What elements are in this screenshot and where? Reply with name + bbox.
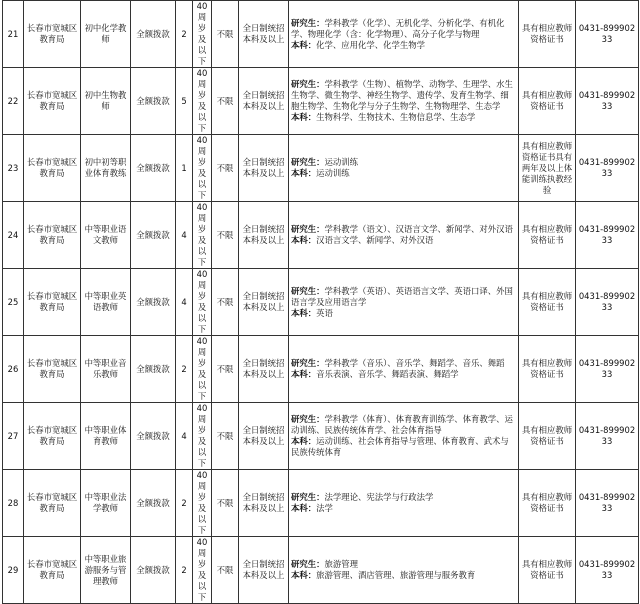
undergraduate-majors-text: 音乐表演、音乐学、舞蹈表演、舞蹈学 — [316, 369, 459, 379]
cell-number: 27 — [3, 403, 24, 470]
undergraduate-majors-text: 运动训练、社会体育指导与管理、体育教育、武术与民族传统体育 — [291, 436, 509, 457]
cell-education: 全日制统招本科及以上 — [239, 403, 289, 470]
graduate-majors-text: 学科教学（体育）、体育教育训练学、体育教学、运动训练、民族传统体育学、社会体育指导 — [291, 414, 513, 435]
table-row — [3, 68, 639, 135]
cell-number: 25 — [3, 269, 24, 336]
graduate-majors — [291, 18, 516, 40]
cell-age: 40周岁及以下 — [193, 470, 212, 537]
cell-phone: 0431-89990233 — [576, 202, 639, 269]
cell-major — [289, 68, 519, 135]
cell-major — [289, 336, 519, 403]
cell-age: 40周岁及以下 — [193, 403, 212, 470]
cell-number: 23 — [3, 135, 24, 202]
cell-other-requirements: 具有相应教师资格证书 — [519, 470, 576, 537]
cell-position: 中等职业音乐教师 — [81, 336, 131, 403]
graduate-label: 研究生： — [291, 358, 325, 368]
cell-position: 初中化学教师 — [81, 1, 131, 68]
cell-unit: 长春市宽城区教育局 — [24, 1, 81, 68]
graduate-label: 研究生： — [291, 492, 325, 502]
graduate-label: 研究生： — [291, 224, 325, 234]
cell-gender: 不限 — [212, 537, 239, 604]
cell-phone: 0431-89990233 — [576, 135, 639, 202]
undergraduate-label: 本科： — [291, 369, 317, 379]
cell-other-requirements: 具有相应教师资格证书 — [519, 269, 576, 336]
cell-age: 40周岁及以下 — [193, 135, 212, 202]
cell-position: 中等职业英语教师 — [81, 269, 131, 336]
graduate-label: 研究生： — [291, 559, 325, 569]
cell-other-requirements: 具有相应教师资格证书 — [519, 403, 576, 470]
cell-other-requirements: 具有相应教师资格证书 — [519, 336, 576, 403]
cell-funding: 全额拨款 — [131, 1, 176, 68]
cell-phone: 0431-89990233 — [576, 470, 639, 537]
cell-other-requirements: 具有相应教师资格证书 — [519, 1, 576, 68]
cell-major — [289, 202, 519, 269]
cell-funding: 全额拨款 — [131, 537, 176, 604]
cell-major — [289, 1, 519, 68]
cell-position: 中等职业法学教师 — [81, 470, 131, 537]
cell-age: 40周岁及以下 — [193, 68, 212, 135]
cell-education: 全日制统招本科及以上 — [239, 336, 289, 403]
cell-count: 2 — [176, 336, 193, 403]
undergraduate-majors-text: 英语 — [316, 307, 333, 318]
undergraduate-label: 本科： — [291, 570, 317, 580]
cell-age: 40周岁及以下 — [193, 336, 212, 403]
undergraduate-majors — [291, 436, 516, 458]
graduate-label: 研究生： — [291, 414, 325, 424]
cell-unit: 长春市宽城区教育局 — [24, 68, 81, 135]
graduate-majors-text: 法学理论、宪法学与行政法学 — [324, 492, 434, 502]
cell-number: 24 — [3, 202, 24, 269]
cell-gender: 不限 — [212, 202, 239, 269]
graduate-majors-text: 学科教学（英语）、英语语言文学、英语口译、外国语言学及应用语言学 — [291, 285, 513, 307]
graduate-majors-text: 旅游管理 — [324, 559, 358, 569]
cell-funding: 全额拨款 — [131, 135, 176, 202]
graduate-label: 研究生： — [291, 157, 325, 167]
cell-count: 1 — [176, 135, 193, 202]
table-body — [3, 1, 639, 604]
cell-education: 全日制统招本科及以上 — [239, 202, 289, 269]
cell-count: 2 — [176, 1, 193, 68]
cell-major — [289, 403, 519, 470]
cell-phone: 0431-89990233 — [576, 68, 639, 135]
cell-count: 2 — [176, 537, 193, 604]
table-row — [3, 135, 639, 202]
graduate-label: 研究生： — [291, 285, 325, 296]
cell-unit: 长春市宽城区教育局 — [24, 135, 81, 202]
cell-count: 4 — [176, 269, 193, 336]
cell-other-requirements: 具有相应教师资格证书 — [519, 537, 576, 604]
cell-gender: 不限 — [212, 68, 239, 135]
graduate-majors-text: 学科教学（音乐）、音乐学、舞蹈学、音乐、舞蹈 — [324, 358, 505, 368]
cell-position: 中等职业旅游服务与管理教师 — [81, 537, 131, 604]
cell-count: 2 — [176, 470, 193, 537]
undergraduate-label: 本科： — [291, 168, 317, 178]
cell-gender: 不限 — [212, 135, 239, 202]
cell-gender: 不限 — [212, 403, 239, 470]
undergraduate-majors-text: 法学 — [316, 503, 333, 513]
graduate-majors-text: 运动训练 — [324, 157, 358, 167]
cell-unit: 长春市宽城区教育局 — [24, 269, 81, 336]
cell-number: 28 — [3, 470, 24, 537]
table-row — [3, 269, 639, 336]
cell-funding: 全额拨款 — [131, 269, 176, 336]
cell-other-requirements: 具有相应教师资格证书 — [519, 202, 576, 269]
graduate-majors-text: 学科教学（生物）、植物学、动物学、生理学、水生生物学、微生物学、神经生物学、遗传学、发育生物学、细胞生物学、生物化学与分子生物学、生物物理学、生态学 — [291, 79, 513, 111]
cell-count: 5 — [176, 68, 193, 135]
cell-education: 全日制统招本科及以上 — [239, 68, 289, 135]
cell-phone: 0431-89990233 — [576, 403, 639, 470]
cell-education: 全日制统招本科及以上 — [239, 537, 289, 604]
table-row — [3, 470, 639, 537]
cell-education: 全日制统招本科及以上 — [239, 269, 289, 336]
cell-phone: 0431-89990233 — [576, 269, 639, 336]
cell-number: 22 — [3, 68, 24, 135]
undergraduate-label: 本科： — [291, 112, 317, 122]
cell-number: 26 — [3, 336, 24, 403]
cell-age: 40周岁及以下 — [193, 269, 212, 336]
table-row — [3, 202, 639, 269]
undergraduate-majors — [291, 40, 516, 51]
undergraduate-majors — [291, 168, 516, 179]
cell-phone: 0431-89990233 — [576, 1, 639, 68]
undergraduate-label: 本科： — [291, 436, 317, 446]
cell-age: 40周岁及以下 — [193, 537, 212, 604]
cell-unit: 长春市宽城区教育局 — [24, 403, 81, 470]
cell-major — [289, 135, 519, 202]
cell-gender: 不限 — [212, 470, 239, 537]
cell-phone: 0431-89990233 — [576, 336, 639, 403]
cell-funding: 全额拨款 — [131, 336, 176, 403]
undergraduate-majors-text: 旅游管理、酒店管理、旅游管理与服务教育 — [316, 570, 476, 580]
cell-count: 4 — [176, 403, 193, 470]
graduate-majors — [291, 492, 516, 503]
table-row — [3, 336, 639, 403]
table-row — [3, 403, 639, 470]
cell-funding: 全额拨款 — [131, 403, 176, 470]
graduate-majors — [291, 414, 516, 436]
recruitment-table — [2, 0, 639, 604]
undergraduate-label: 本科： — [291, 503, 317, 513]
cell-education: 全日制统招本科及以上 — [239, 1, 289, 68]
graduate-majors-text: 学科教学（语文）、汉语言文学、新闻学、对外汉语 — [324, 224, 513, 234]
undergraduate-label: 本科： — [291, 39, 317, 50]
cell-gender: 不限 — [212, 269, 239, 336]
undergraduate-majors — [291, 308, 516, 319]
table-row — [3, 537, 639, 604]
cell-major — [289, 470, 519, 537]
cell-major — [289, 269, 519, 336]
cell-number: 21 — [3, 1, 24, 68]
undergraduate-majors-text: 生物科学、生物技术、生物信息学、生态学 — [316, 112, 476, 122]
undergraduate-majors-text: 运动训练 — [316, 168, 350, 178]
undergraduate-majors — [291, 369, 516, 380]
graduate-majors-text: 学科教学（化学）、无机化学、分析化学、有机化学、物理化学（含：化学物理）、高分子化学与物理 — [291, 17, 505, 39]
graduate-majors — [291, 157, 516, 168]
graduate-label: 研究生： — [291, 79, 325, 89]
cell-position: 中等职业体育教师 — [81, 403, 131, 470]
cell-gender: 不限 — [212, 1, 239, 68]
cell-unit: 长春市宽城区教育局 — [24, 537, 81, 604]
graduate-majors — [291, 224, 516, 235]
cell-unit: 长春市宽城区教育局 — [24, 336, 81, 403]
undergraduate-label: 本科： — [291, 235, 317, 245]
cell-other-requirements: 具有相应教师资格证书 — [519, 68, 576, 135]
cell-position: 中等职业语文教师 — [81, 202, 131, 269]
graduate-label: 研究生： — [291, 17, 325, 28]
cell-count: 4 — [176, 202, 193, 269]
cell-number: 29 — [3, 537, 24, 604]
undergraduate-majors — [291, 570, 516, 581]
cell-other-requirements: 具有相应教师资格证书具有两年及以上体能训练执教经验 — [519, 135, 576, 202]
cell-education: 全日制统招本科及以上 — [239, 135, 289, 202]
undergraduate-majors — [291, 235, 516, 246]
cell-major — [289, 537, 519, 604]
cell-position: 初中初等职业体育教练 — [81, 135, 131, 202]
undergraduate-majors — [291, 503, 516, 514]
cell-funding: 全额拨款 — [131, 470, 176, 537]
cell-education: 全日制统招本科及以上 — [239, 470, 289, 537]
undergraduate-majors-text: 化学、应用化学、化学生物学 — [316, 39, 425, 50]
graduate-majors — [291, 358, 516, 369]
graduate-majors — [291, 79, 516, 112]
undergraduate-majors — [291, 112, 516, 123]
cell-age: 40周岁及以下 — [193, 1, 212, 68]
graduate-majors — [291, 559, 516, 570]
cell-unit: 长春市宽城区教育局 — [24, 202, 81, 269]
undergraduate-label: 本科： — [291, 307, 317, 318]
cell-unit: 长春市宽城区教育局 — [24, 470, 81, 537]
cell-funding: 全额拨款 — [131, 202, 176, 269]
table-row — [3, 1, 639, 68]
cell-funding: 全额拨款 — [131, 68, 176, 135]
cell-gender: 不限 — [212, 336, 239, 403]
cell-position: 初中生物教师 — [81, 68, 131, 135]
cell-phone: 0431-89990233 — [576, 537, 639, 604]
undergraduate-majors-text: 汉语言文学、新闻学、对外汉语 — [316, 235, 434, 245]
graduate-majors — [291, 286, 516, 308]
cell-age: 40周岁及以下 — [193, 202, 212, 269]
